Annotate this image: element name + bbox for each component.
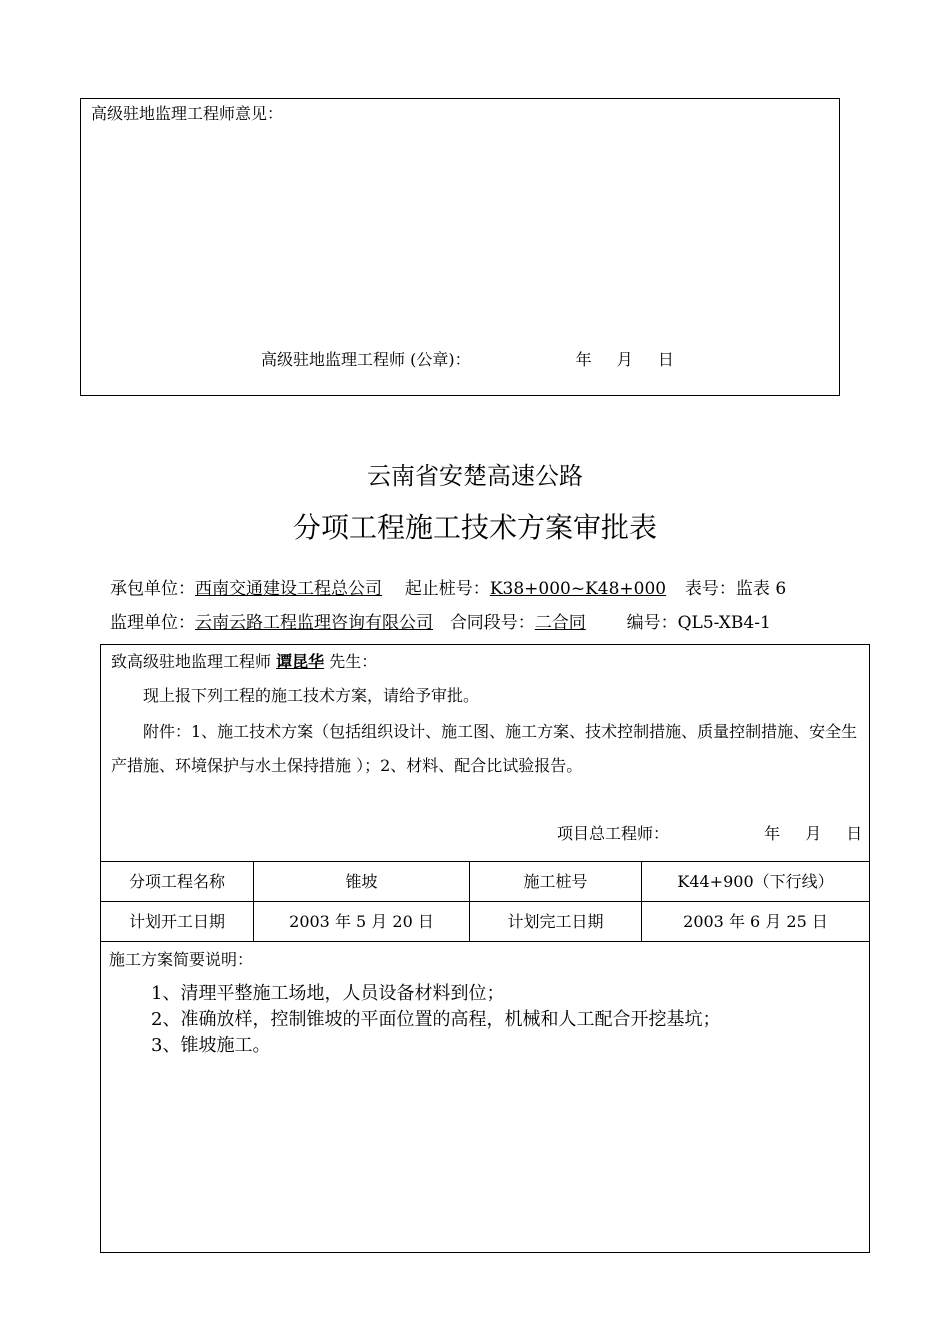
signature-label: 高级驻地监理工程师 (公章)： [261,350,471,369]
table-cell: 施工桩号 [469,862,641,901]
addressee-suffix: 先生： [329,652,378,671]
signature-date: 年 月 日 [575,350,674,369]
divider [101,941,869,942]
list-item: 3、锥坡施工。 [151,1035,271,1056]
contractor-value: 西南交通建设工程总公司 [195,579,382,599]
chainage-label: 起止桩号： [404,579,490,599]
form-no-label: 表号： [684,579,736,599]
supervisor-label: 监理单位： [110,613,195,633]
addressee [111,649,377,672]
table-cell: 计划开工日期 [128,912,225,931]
chainage-value: K38+000~K48+000 [489,579,667,599]
chief-engineer-date: 年 月 日 [764,824,863,843]
description-label: 施工方案简要说明： [109,950,254,969]
table-cell: 计划完工日期 [469,902,641,941]
form-no-value: 监表 6 [735,579,787,599]
table-cell: 锥坡 [253,862,469,901]
addressee-prefix: 致高级驻地监理工程师 [111,652,272,671]
submission-text: 现上报下列工程的施工技术方案，请给予审批。 [143,686,480,705]
info-line-1 [110,574,786,599]
list-item: 1、清理平整施工场地，人员设备材料到位； [151,983,505,1004]
contract-section-label: 合同段号： [449,613,535,633]
supervisor-value: 云南云路工程监理咨询有限公司 [195,613,433,633]
contract-section-value: 二合同 [534,613,586,633]
addressee-name: 谭昆华 [276,652,325,671]
table-cell: 2003 年 6 月 25 日 [641,902,869,941]
table-row [101,861,869,901]
chief-engineer-label: 项目总工程师： [557,824,670,843]
opinion-signature [261,347,674,370]
description-list [151,981,720,1059]
approval-form [100,644,870,1253]
chief-engineer-signature [557,821,862,844]
project-title: 云南省安楚高速公路 [367,462,583,490]
form-title: 分项工程施工技术方案审批表 [292,511,657,544]
contractor-label: 承包单位： [110,579,195,599]
table-cell: 2003 年 5 月 20 日 [253,902,469,941]
info-line-2 [110,608,771,633]
serial-value: QL5-XB4-1 [677,613,771,633]
table-cell: 分项工程名称 [128,872,225,891]
opinion-label: 高级驻地监理工程师意见： [91,104,284,123]
list-item: 2、准确放样，控制锥坡的平面位置的高程，机械和人工配合开挖基坑； [151,1009,721,1030]
attachments-text: 附件：1、施工技术方案（包括组织设计、施工图、施工方案、技术控制措施、质量控制措施、安全生产措施、环境保护与水土保持措施 ）；2、材料、配合比试验报告。 [111,722,858,775]
table-cell: K44+900（下行线） [641,862,869,901]
supervisor-opinion-box [80,98,840,396]
serial-label: 编号： [626,613,678,633]
table-row [101,901,869,941]
